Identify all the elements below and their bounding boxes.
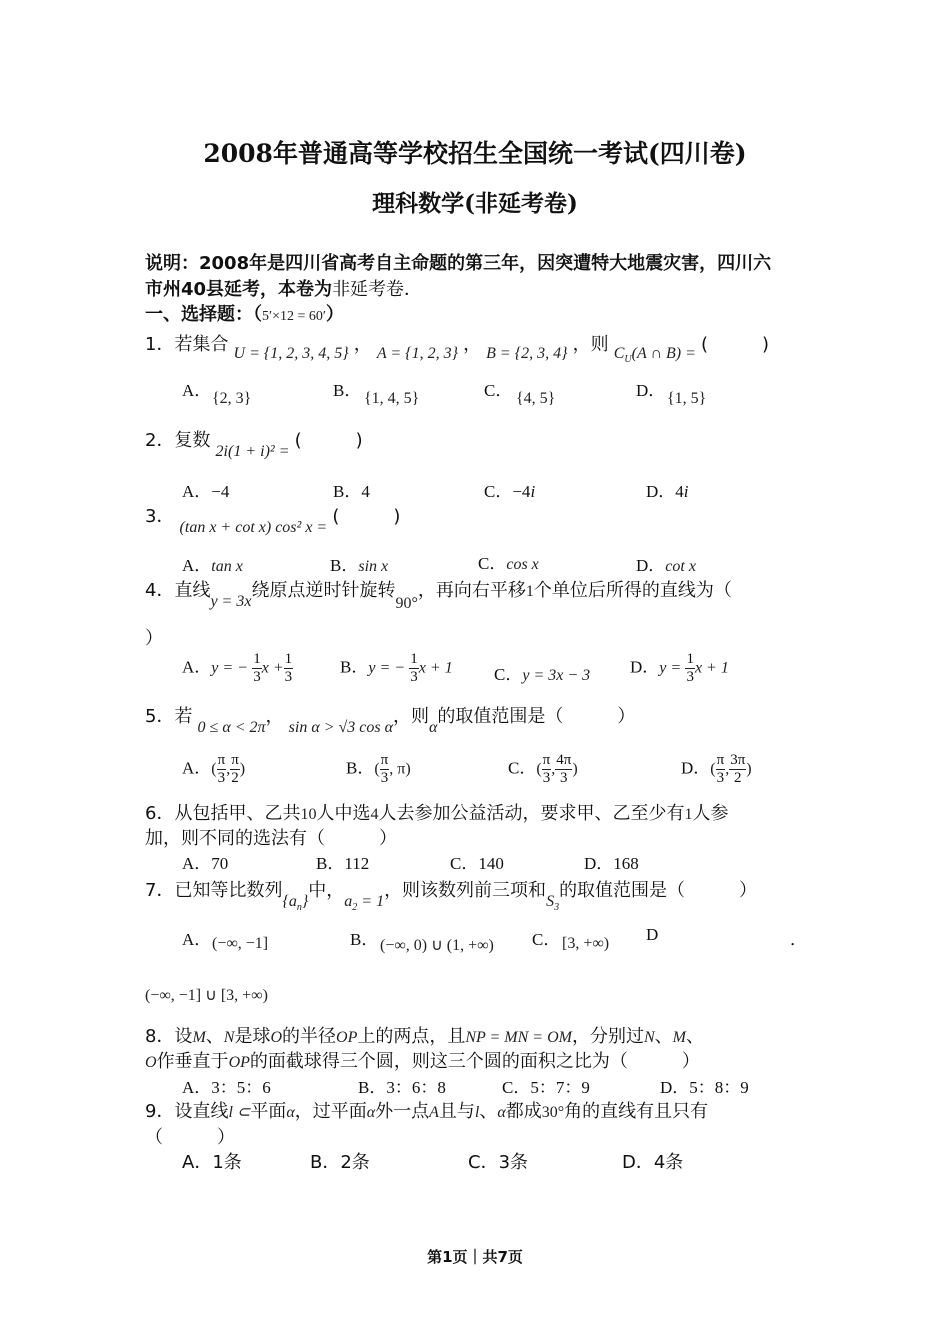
section-label: 一、选择题：（ — [145, 304, 262, 325]
q1-option-c-value: {4, 5} — [516, 390, 556, 407]
q1-option-d-value: {1, 5} — [667, 390, 707, 407]
q7-option-c: C． — [532, 930, 561, 949]
note-line-2 — [145, 275, 422, 301]
q7-sequence: $\{a_n\}$ — [282, 893, 309, 914]
q3-option-d: D．cot x — [636, 556, 696, 575]
q6-option-a: A．70 — [182, 854, 229, 873]
section-heading — [145, 300, 344, 326]
note-line-2-bold: 市州40县延考，本卷为 — [145, 279, 333, 300]
question-9-line-1: 9．设直线l ⊂平面α，过平面α外一点A且与l、α都成30°角的直线有且只有 — [145, 1101, 709, 1122]
q4-option-c: C．y = 3x − 3 — [494, 665, 591, 684]
q3-option-b: B．sin x — [330, 556, 389, 575]
page-subtitle: 理科数学(非延考卷) — [372, 190, 578, 217]
question-2 — [145, 426, 363, 460]
q8-option-a: A．3：5：6 — [182, 1078, 271, 1097]
question-8-line-1: 8．设M、N是球O的半径OP上的两点，且NP = MN = OM，分别过N、M、 — [145, 1026, 704, 1047]
section-close: ） — [325, 304, 344, 325]
q8-option-d: D．5：8：9 — [660, 1078, 749, 1097]
question-4: 4．直线y = 3x绕原点逆时针旋转90°，再向右平移1个单位后所得的直线为（ — [145, 580, 732, 612]
q7-option-b: B． — [350, 930, 379, 949]
q5-option-d: D．( $\frac{\pi}{3}$ , $\frac{3\pi}{2}$ ) — [681, 752, 752, 786]
q4-option-a: A．y = − $\frac{1}{3}$ x + $\frac{1}{3}$ — [182, 651, 293, 685]
q1-set-u: U = {1, 2, 3, 4, 5} — [233, 345, 349, 362]
q5-option-a: A．( $\frac{\pi}{3}$ , $\frac{\pi}{2}$ ) — [182, 752, 246, 786]
q1-set-b: B = {2, 3, 4} — [486, 345, 568, 362]
q1-option-b-value: {1, 4, 5} — [364, 390, 420, 407]
question-3 — [145, 502, 401, 536]
question-7: 7．已知等比数列$\{a_n\}$中，$a_2 = 1$，则该数列前三项和$S_3$的取值范围是（ ） — [145, 880, 758, 914]
q1-option-c: C． — [484, 381, 513, 400]
q1-answer-paren: ( ) — [700, 334, 770, 355]
q3-expression: (tan x + cot x) cos² x = — [179, 519, 328, 536]
question-6-line-2: 加，则不同的选法有（ ） — [145, 828, 397, 849]
q3-option-a: A．tan x — [182, 556, 243, 575]
q8-option-c: C．5：7：9 — [502, 1078, 590, 1097]
q7-a2: $a_2 = 1$ — [344, 893, 385, 914]
q5-option-c: C．( $\frac{\pi}{3}$ , $\frac{4\pi}{3}$ ) — [508, 752, 578, 786]
q9-option-a: A．1条 — [182, 1152, 242, 1173]
q5-number: 5．若 — [145, 706, 193, 727]
q4-line: y = 3x — [210, 593, 252, 610]
note-line-2-normal: 非延考卷． — [332, 279, 423, 300]
q4-angle: 90° — [395, 595, 418, 612]
q7-option-a: A． — [182, 930, 212, 949]
question-1: 1．若集合 U = {1, 2, 3, 4, 5} ， A = {1, 2, 3} ， B = {2, 3, 4} ，则 $C_U(A$ ∩ B) = ( ) — [145, 334, 770, 366]
q4-close-paren: ） — [145, 628, 163, 649]
q7-option-d: D — [646, 925, 659, 944]
q1-then: ，则 — [572, 334, 609, 355]
q5-option-b: B．( $\frac{\pi}{3}$ , π) — [346, 752, 411, 786]
q5-condition-1: 0 ≤ α < 2π — [197, 719, 266, 736]
q1-number: 1．若集合 — [145, 334, 229, 355]
q2-option-b: B．4 — [333, 482, 370, 501]
q7-option-b-value: (−∞, 0) ∪ (1, +∞) — [380, 937, 494, 954]
q1-option-a-value: {2, 3} — [212, 390, 252, 407]
q5-condition-2: sin α > √3 cos α — [288, 719, 394, 736]
question-6-line-1: 6．从包括甲、乙共10人中选4人去参加公益活动，要求甲、乙至少有1人参 — [145, 803, 729, 824]
note-line-1: 说明：2008年是四川省高考自主命题的第三年，因突遭特大地震灾害，四川六 — [145, 253, 772, 274]
q3-number: 3． — [145, 506, 175, 527]
q7-option-d-dot: ． — [790, 930, 807, 949]
q2-number: 2．复数 — [145, 430, 211, 451]
q9-option-c: C．3条 — [468, 1152, 529, 1173]
q7-s3: $S_3$ — [546, 893, 560, 914]
q1-option-d: D． — [636, 381, 666, 400]
q1-set-a: A = {1, 2, 3} — [376, 345, 458, 362]
q1-option-a: A． — [182, 381, 212, 400]
q4-number: 4．直线 — [145, 580, 211, 601]
q4-option-b: B．y = − $\frac{1}{3}$ x + 1 — [340, 651, 453, 685]
q8-option-b: B．3：6：8 — [358, 1078, 446, 1097]
q6-option-c: C．140 — [450, 854, 504, 873]
question-9-line-2: （ ） — [145, 1127, 235, 1148]
section-score: 5′×12 = 60′ — [262, 309, 326, 324]
q7-option-c-value: [3, +∞) — [562, 935, 610, 952]
q6-option-d: D．168 — [584, 854, 639, 873]
q2-option-c: C．−4i — [484, 482, 536, 501]
q2-answer-paren: ( ) — [294, 430, 363, 451]
q1-expression: $C_U(A$ ∩ B) = — [613, 345, 696, 366]
question-5: 5．若 0 ≤ α < 2π， sin α > √3 cos α，则α的取值范围是（ ） — [145, 706, 636, 736]
q6-option-b: B．112 — [316, 854, 370, 873]
q4-option-d: D．y = $\frac{1}{3}$ x + 1 — [630, 651, 729, 685]
question-8-line-2: O作垂直于OP的面截球得三个圆，则这三个圆的面积之比为（ ） — [145, 1051, 700, 1072]
q2-option-d: D．4i — [646, 482, 689, 501]
q9-option-d: D．4条 — [622, 1152, 684, 1173]
q7-option-d-value: (−∞, −1] ∪ [3, +∞) — [145, 987, 268, 1004]
q2-option-a: A．−4 — [182, 482, 230, 501]
q1-option-b: B． — [333, 381, 362, 400]
q9-option-b: B．2条 — [310, 1152, 370, 1173]
page-footer: 第1页｜共7页 — [427, 1248, 523, 1266]
page-title: 2008年普通高等学校招生全国统一考试(四川卷) — [203, 139, 747, 168]
q3-option-c: C．cos x — [478, 554, 539, 573]
q2-expression: 2i(1 + i)² = — [215, 443, 290, 460]
q7-option-a-value: (−∞, −1] — [212, 935, 269, 952]
q3-answer-paren: ( ) — [332, 506, 401, 527]
